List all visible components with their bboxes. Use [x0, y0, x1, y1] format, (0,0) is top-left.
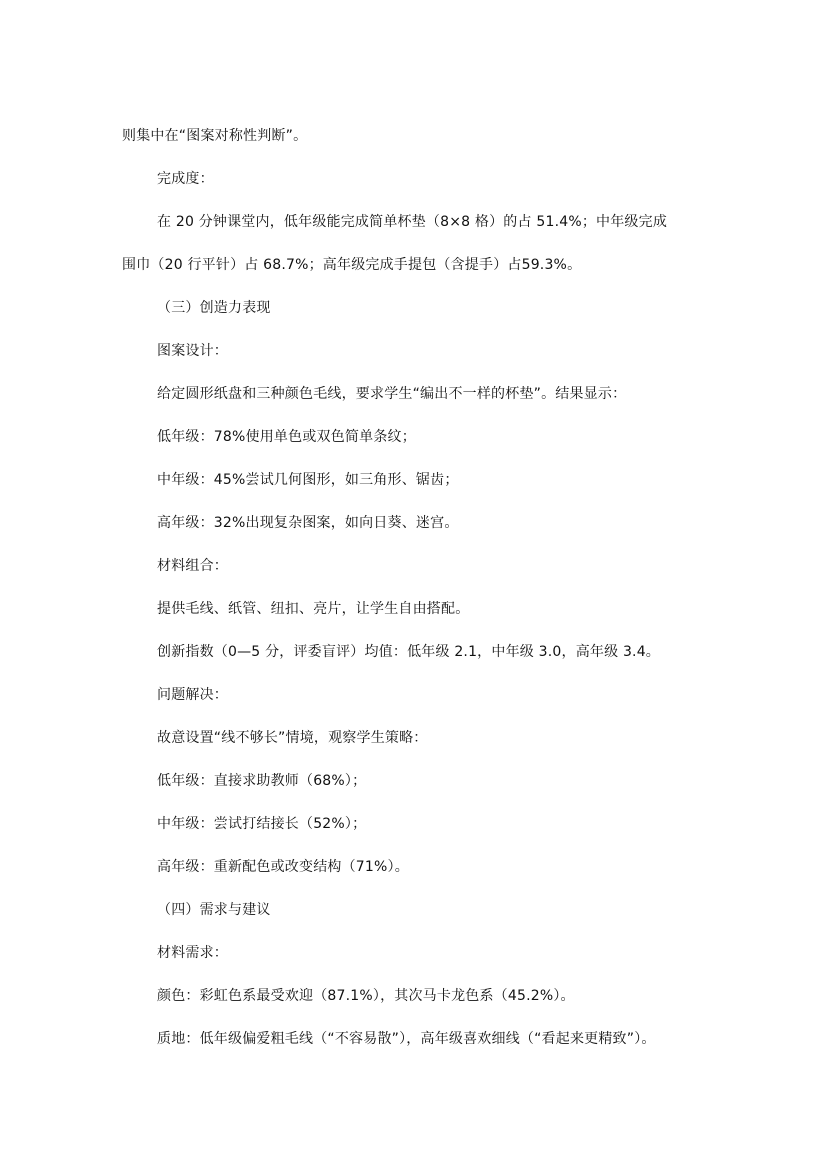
- paragraph-pattern-design: 给定圆形纸盘和三种颜色毛线，要求学生“编出不一样的杯垫”。结果显示：: [157, 386, 627, 402]
- list-item-upper-grade-strategy: 高年级：重新配色或改变结构（71%）。: [157, 859, 409, 875]
- paragraph-problem-solving: 故意设置“线不够长”情境，观察学生策略：: [157, 730, 428, 746]
- section-heading-creativity: （三）创造力表现: [157, 300, 271, 316]
- paragraph-completion-line2: 围巾（20 行平针）占 68.7%；高年级完成手提包（含提手）占59.3%。: [122, 257, 582, 273]
- list-item-lower-grade-pattern: 低年级：78%使用单色或双色简单条纹；: [157, 429, 416, 445]
- paragraph-texture-needs: 质地：低年级偏爱粗毛线（“不容易散”），高年级喜欢细线（“看起来更精致”）。: [157, 1031, 656, 1047]
- list-item-middle-grade-strategy: 中年级：尝试打结接长（52%）；: [157, 816, 367, 832]
- paragraph-color-needs: 颜色：彩虹色系最受欢迎（87.1%），其次马卡龙色系（45.2%）。: [157, 988, 575, 1004]
- paragraph-innovation-index: 创新指数（0—5 分，评委盲评）均值：低年级 2.1，中年级 3.0，高年级 3.4。: [157, 644, 661, 660]
- label-material-combination: 材料组合：: [157, 558, 228, 574]
- paragraph-continuation: 则集中在“图案对称性判断”。: [122, 128, 308, 144]
- list-item-upper-grade-pattern: 高年级：32%出现复杂图案，如向日葵、迷宫。: [157, 515, 459, 531]
- label-pattern-design: 图案设计：: [157, 343, 228, 359]
- list-item-middle-grade-pattern: 中年级：45%尝试几何图形，如三角形、锯齿；: [157, 472, 459, 488]
- list-item-lower-grade-strategy: 低年级：直接求助教师（68%）；: [157, 773, 367, 789]
- paragraph-material-combination: 提供毛线、纸管、纽扣、亮片，让学生自由搭配。: [157, 601, 470, 617]
- paragraph-completion-line1: 在 20 分钟课堂内，低年级能完成简单杯垫（8×8 格）的占 51.4%；中年级完成: [157, 214, 668, 230]
- label-material-needs: 材料需求：: [157, 945, 228, 961]
- label-problem-solving: 问题解决：: [157, 687, 228, 703]
- label-completion: 完成度：: [157, 171, 214, 187]
- section-heading-needs: （四）需求与建议: [157, 902, 271, 918]
